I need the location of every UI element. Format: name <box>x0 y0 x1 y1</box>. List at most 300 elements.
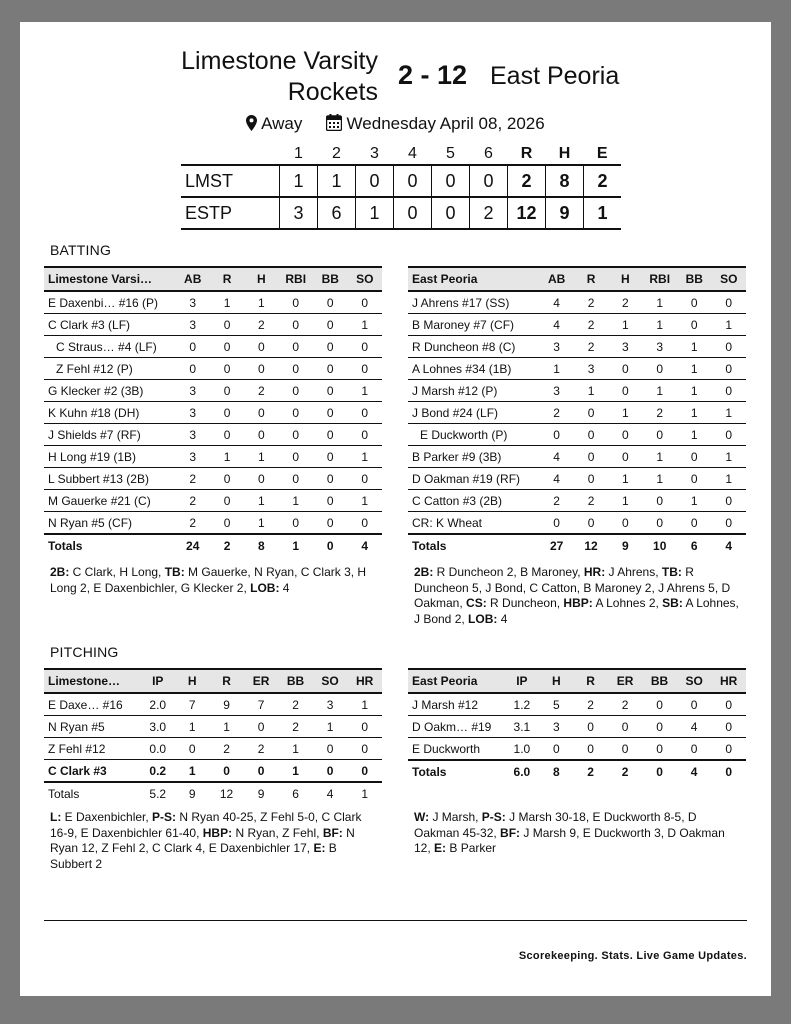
stat-cell: 0 <box>210 314 244 336</box>
note-text: A Lohnes, J Bond 2, <box>414 596 739 626</box>
player-name: E Duckworth <box>408 738 505 761</box>
player-name: M Gauerke #21 (C) <box>44 490 175 512</box>
player-name: K Kuhn #18 (DH) <box>44 402 175 424</box>
inning-score: 0 <box>394 165 432 197</box>
stat-column-header: HR <box>711 669 746 693</box>
team-column-header: East Peoria <box>408 267 539 291</box>
stat-cell: 0 <box>347 336 382 358</box>
stat-cell: 3 <box>313 693 348 716</box>
player-row <box>408 402 746 424</box>
stat-cell: 1 <box>711 468 746 490</box>
inning-header: 2 <box>332 145 341 162</box>
stat-column-header: R <box>573 669 607 693</box>
player-row <box>44 314 382 336</box>
stat-cell: 0 <box>677 512 711 535</box>
totals-cell: 10 <box>642 534 677 557</box>
player-name: J Ahrens #17 (SS) <box>408 291 539 314</box>
totals-cell: 4 <box>677 760 712 783</box>
stat-cell: 1 <box>210 446 244 468</box>
stat-cell: 0 <box>711 716 746 738</box>
stat-cell: 1 <box>175 716 209 738</box>
note-label: HBP: <box>202 825 233 840</box>
totals-cell: 12 <box>219 787 234 801</box>
player-row <box>44 446 382 468</box>
stat-cell: 0 <box>244 760 279 783</box>
stat-cell: 1 <box>677 402 711 424</box>
scorebook-page <box>20 22 771 996</box>
stat-cell: 0 <box>313 314 347 336</box>
stat-cell: 0 <box>677 446 711 468</box>
player-name: N Ryan #5 (CF) <box>44 512 175 535</box>
stat-cell: 0 <box>313 402 347 424</box>
stat-cell: 0 <box>313 424 347 446</box>
stat-cell: 0 <box>244 358 278 380</box>
totals-cell: 0 <box>711 760 746 783</box>
stat-cell: 0 <box>539 738 573 761</box>
stat-cell: 0 <box>711 291 746 314</box>
stat-cell: 3 <box>608 336 642 358</box>
note-text: R Duncheon 2, B Maroney, <box>433 565 584 579</box>
stat-cell: 0 <box>642 716 677 738</box>
stat-cell: 1 <box>244 512 278 535</box>
player-name: CR: K Wheat <box>408 512 539 535</box>
stat-column-header: R <box>210 267 244 291</box>
note-text: N Ryan 40-25, Z Fehl 5-0, C Clark 16-9, E Daxenbichler 61-40, <box>50 810 362 840</box>
stat-cell: 1 <box>642 380 677 402</box>
inning-score: 0 <box>394 197 432 229</box>
stat-cell: 0 <box>313 468 347 490</box>
home-team-line1: Limestone Varsity <box>181 47 378 75</box>
player-row <box>408 512 746 535</box>
totals-cell: 2 <box>573 760 607 783</box>
stat-cell: 0 <box>711 358 746 380</box>
note-label: HR: <box>583 565 606 579</box>
stat-cell: 0 <box>347 716 382 738</box>
stat-cell: 0 <box>244 336 278 358</box>
stat-cell: 0 <box>278 314 313 336</box>
stat-cell: 4 <box>539 291 573 314</box>
away-team-name: East Peoria <box>490 62 620 90</box>
stat-cell: 0 <box>711 738 746 761</box>
stat-cell: 0 <box>608 738 643 761</box>
stat-column-header: R <box>209 669 243 693</box>
note-text: M Gauerke, N Ryan, C Clark 3, H Long 2, E Daxenbichler, G Klecker 2, <box>50 565 367 595</box>
stat-cell: 4 <box>539 446 573 468</box>
stat-cell: 3 <box>175 424 209 446</box>
note-label: TB: <box>661 565 682 579</box>
stat-cell: 0.2 <box>141 760 176 783</box>
stat-cell: 3 <box>175 402 209 424</box>
hits-total: 8 <box>546 165 584 197</box>
stat-column-header: SO <box>677 669 712 693</box>
stat-cell: 1 <box>347 314 382 336</box>
stat-cell: 0 <box>539 424 573 446</box>
player-name: E Daxenbi… #16 (P) <box>44 291 175 314</box>
stat-cell: 0 <box>711 336 746 358</box>
stat-cell: 0 <box>278 358 313 380</box>
note-text: E Daxenbichler, <box>61 810 153 824</box>
stat-cell: 0 <box>347 512 382 535</box>
stat-cell: 4 <box>677 716 712 738</box>
stat-column-header: HR <box>347 669 382 693</box>
stat-cell: 0 <box>175 358 209 380</box>
stat-cell: 0 <box>313 291 347 314</box>
player-name: Z Fehl #12 <box>44 738 141 760</box>
stat-cell: 1 <box>642 446 677 468</box>
stat-cell: 0 <box>608 716 643 738</box>
stat-cell: 1 <box>347 380 382 402</box>
stat-cell: 1 <box>347 490 382 512</box>
stat-cell: 3 <box>574 358 608 380</box>
stat-cell: 0 <box>608 358 642 380</box>
stat-cell: 0 <box>347 760 382 783</box>
stat-cell: 0 <box>244 468 278 490</box>
stat-cell: 0 <box>175 336 209 358</box>
stat-cell: 0 <box>210 490 244 512</box>
player-row <box>408 693 746 716</box>
hits-header: H <box>558 145 571 162</box>
note-text: J Ahrens, <box>605 565 662 579</box>
stat-column-header: H <box>175 669 209 693</box>
errors-total: 1 <box>597 202 608 223</box>
stat-column-header: AB <box>175 267 209 291</box>
totals-cell: 0 <box>642 760 677 783</box>
totals-cell: 9 <box>257 787 265 801</box>
note-text: J Marsh 30-18, E Duckworth 8-5, D Oakman 45-32, <box>414 810 697 840</box>
stat-cell: 3 <box>175 446 209 468</box>
home-team-name <box>138 46 378 108</box>
runs-header: R <box>520 145 533 162</box>
stat-cell: 0 <box>677 693 712 716</box>
player-name: H Long #19 (1B) <box>44 446 175 468</box>
inning-header: 6 <box>484 145 493 162</box>
totals-cell: 2 <box>210 534 244 557</box>
player-name: N Ryan #5 <box>44 716 141 738</box>
player-row <box>44 468 382 490</box>
stat-cell: 1 <box>642 314 677 336</box>
stat-cell: 2 <box>539 490 573 512</box>
team-abbrev: ESTP <box>181 197 280 229</box>
location-pin-icon <box>246 115 257 136</box>
stat-column-header: H <box>244 267 278 291</box>
stat-cell: 1 <box>347 446 382 468</box>
stat-cell: 1 <box>244 490 278 512</box>
inning-header: 1 <box>294 145 303 162</box>
stat-cell: 0 <box>210 358 244 380</box>
stat-cell: 0 <box>574 468 608 490</box>
note-label: CS: <box>466 596 487 610</box>
footer-divider <box>44 920 747 921</box>
stat-cell: 0 <box>278 402 313 424</box>
home-batting-notes <box>50 565 380 596</box>
inning-score: 1 <box>280 165 318 197</box>
stat-cell: 1 <box>574 380 608 402</box>
stat-cell: 2 <box>608 693 643 716</box>
game-header <box>20 46 771 116</box>
stat-cell: 0 <box>244 402 278 424</box>
player-name: D Oakman #19 (RF) <box>408 468 539 490</box>
stat-cell: 9 <box>209 693 243 716</box>
stat-cell: 2 <box>573 693 607 716</box>
stat-cell: 3 <box>175 291 209 314</box>
player-row <box>44 716 382 738</box>
inning-header: 5 <box>446 145 455 162</box>
home-batting-table <box>44 266 382 557</box>
stat-cell: 7 <box>244 693 279 716</box>
stat-cell: 0 <box>677 291 711 314</box>
inning-score: 0 <box>356 165 394 197</box>
note-text: 4 <box>497 611 508 626</box>
footer-tagline: Scorekeeping. Stats. Live Game Updates. <box>518 950 747 962</box>
inning-score: 6 <box>318 197 356 229</box>
team-column-header: East Peoria <box>408 669 505 693</box>
stat-cell: 0 <box>278 291 313 314</box>
note-label: E: <box>313 841 326 855</box>
stat-cell: 0 <box>677 314 711 336</box>
totals-row <box>44 534 382 557</box>
stat-cell: 1 <box>711 446 746 468</box>
stat-cell: 0 <box>574 446 608 468</box>
stat-cell: 0 <box>608 446 642 468</box>
totals-label: Totals <box>408 534 539 557</box>
totals-cell: 4 <box>347 534 382 557</box>
player-row <box>408 336 746 358</box>
player-row <box>44 424 382 446</box>
team-column-header: Limestone Varsi… <box>44 267 175 291</box>
totals-cell: 1 <box>361 787 369 801</box>
player-row <box>44 490 382 512</box>
stat-cell: 2 <box>574 291 608 314</box>
note-text: J Marsh, <box>429 810 482 824</box>
totals-cell: 6 <box>292 787 299 801</box>
stat-cell: 0 <box>347 424 382 446</box>
stat-cell: 1 <box>677 380 711 402</box>
note-label: 2B: <box>50 565 70 579</box>
totals-row <box>44 782 382 805</box>
stat-cell: 0 <box>313 358 347 380</box>
totals-cell: 5.2 <box>149 787 167 801</box>
note-text: N Ryan 12, Z Fehl 2, C Clark 4, E Daxenbichler 17, <box>50 825 355 855</box>
stat-cell: 1 <box>175 760 209 783</box>
stat-cell: 0 <box>347 402 382 424</box>
pitching-title: PITCHING <box>50 644 119 660</box>
inning-score: 1 <box>318 165 356 197</box>
stat-cell: 2 <box>642 402 677 424</box>
inning-score: 0 <box>432 165 470 197</box>
stat-cell: 0 <box>711 380 746 402</box>
home-team-line2: Rockets <box>287 78 378 106</box>
player-row <box>408 424 746 446</box>
stat-cell: 1.0 <box>505 738 540 761</box>
totals-cell: 4 <box>711 534 746 557</box>
player-name: C Clark #3 <box>44 760 141 783</box>
stat-cell: 1 <box>677 336 711 358</box>
player-row <box>408 314 746 336</box>
player-name: J Bond #24 (LF) <box>408 402 539 424</box>
stat-cell: 7 <box>175 693 209 716</box>
stat-column-header: SO <box>347 267 382 291</box>
stat-cell: 1 <box>278 738 313 760</box>
note-text: R Duncheon, <box>486 596 564 610</box>
stat-cell: 2.0 <box>141 693 176 716</box>
note-label: SB: <box>662 596 683 610</box>
totals-cell: 9 <box>188 787 196 801</box>
player-row <box>408 291 746 314</box>
note-label: 2B: <box>414 565 434 579</box>
stat-cell: 0 <box>608 424 642 446</box>
stat-cell: 3.0 <box>141 716 176 738</box>
final-score: 2 - 12 <box>398 60 468 90</box>
errors-total: 2 <box>597 170 608 191</box>
runs-total: 2 <box>508 165 546 197</box>
stat-cell: 0 <box>642 424 677 446</box>
stat-cell: 0 <box>642 738 677 761</box>
stat-cell: 1 <box>677 490 711 512</box>
calendar-icon <box>326 114 342 136</box>
note-label: BF: <box>322 825 343 840</box>
stat-cell: 1 <box>608 490 642 512</box>
totals-cell: 12 <box>574 534 608 557</box>
totals-label: Totals <box>44 534 175 557</box>
player-row <box>44 380 382 402</box>
stat-cell: 0 <box>210 402 244 424</box>
stat-cell: 1 <box>313 716 348 738</box>
hits-total: 9 <box>546 197 584 229</box>
note-text: A Lohnes 2, <box>592 596 663 610</box>
note-label: L: <box>50 810 62 824</box>
player-row <box>44 512 382 535</box>
stat-cell: 3 <box>642 336 677 358</box>
stat-cell: 2 <box>244 314 278 336</box>
location-text: Away <box>261 114 303 133</box>
totals-label: Totals <box>48 787 80 801</box>
stat-cell: 2 <box>244 738 279 760</box>
stat-cell: 0 <box>210 424 244 446</box>
player-row <box>408 490 746 512</box>
away-pitching-table <box>408 668 746 783</box>
player-row <box>408 716 746 738</box>
note-text: B Subbert 2 <box>50 841 337 871</box>
stat-cell: 1 <box>278 490 313 512</box>
totals-cell: 8 <box>244 534 278 557</box>
stat-cell: 0 <box>175 738 209 760</box>
note-text: 4 <box>279 580 290 595</box>
stat-cell: 1 <box>642 468 677 490</box>
player-name: D Oakm… #19 <box>408 716 505 738</box>
stat-cell: 0 <box>711 693 746 716</box>
home-pitching-table <box>44 668 382 805</box>
stat-cell: 1 <box>244 446 278 468</box>
stat-cell: 0 <box>347 468 382 490</box>
stat-cell: 0 <box>711 424 746 446</box>
stat-cell: 0 <box>642 693 677 716</box>
stat-cell: 0.0 <box>141 738 176 760</box>
totals-label: Totals <box>408 760 505 783</box>
stat-cell: 1 <box>711 314 746 336</box>
runs-total: 12 <box>508 197 546 229</box>
stat-cell: 2 <box>278 716 313 738</box>
note-label: P-S: <box>152 810 177 824</box>
player-name: R Duncheon #8 (C) <box>408 336 539 358</box>
stat-cell: 4 <box>539 314 573 336</box>
note-text: J Marsh 9, E Duckworth 3, D Oakman 12, <box>414 825 725 855</box>
player-name: B Parker #9 (3B) <box>408 446 539 468</box>
inning-header: 3 <box>370 145 379 162</box>
stat-cell: 3 <box>539 336 573 358</box>
totals-cell: 0 <box>313 534 347 557</box>
stat-cell: 2 <box>175 468 209 490</box>
stat-column-header: BB <box>313 267 347 291</box>
linescore-row <box>181 165 621 197</box>
stat-cell: 1 <box>347 693 382 716</box>
player-name: A Lohnes #34 (1B) <box>408 358 539 380</box>
stat-cell: 3 <box>175 314 209 336</box>
stat-cell: 1 <box>209 716 243 738</box>
stat-cell: 0 <box>711 512 746 535</box>
stat-column-header: AB <box>539 267 573 291</box>
stat-cell: 0 <box>313 446 347 468</box>
stat-cell: 0 <box>539 512 573 535</box>
note-label: E: <box>434 841 447 855</box>
inning-score: 0 <box>470 165 508 197</box>
linescore-table <box>181 144 621 230</box>
stat-cell: 0 <box>313 380 347 402</box>
inning-score: 2 <box>470 197 508 229</box>
away-batting-table <box>408 266 746 557</box>
stat-column-header: IP <box>505 669 540 693</box>
stat-cell: 0 <box>244 424 278 446</box>
player-row <box>44 760 382 783</box>
stat-cell: 1.2 <box>505 693 540 716</box>
stat-cell: 0 <box>210 380 244 402</box>
team-abbrev: LMST <box>181 165 280 197</box>
stat-cell: 0 <box>244 716 279 738</box>
stat-cell: 0 <box>608 380 642 402</box>
stat-cell: 0 <box>278 446 313 468</box>
stat-cell: 5 <box>539 693 573 716</box>
stat-cell: 1 <box>278 760 313 783</box>
note-label: BF: <box>500 825 521 840</box>
player-row <box>44 738 382 760</box>
player-row <box>44 291 382 314</box>
stat-cell: 0 <box>574 424 608 446</box>
player-name: C Clark #3 (LF) <box>44 314 175 336</box>
stat-cell: 0 <box>210 468 244 490</box>
stat-cell: 2 <box>244 380 278 402</box>
stat-cell: 1 <box>608 468 642 490</box>
stat-cell: 1 <box>677 424 711 446</box>
stat-cell: 0 <box>642 358 677 380</box>
stat-cell: 2 <box>574 314 608 336</box>
stat-cell: 0 <box>210 336 244 358</box>
stat-cell: 1 <box>608 314 642 336</box>
stat-cell: 1 <box>210 291 244 314</box>
stat-cell: 0 <box>313 490 347 512</box>
game-meta <box>20 114 771 136</box>
totals-cell: 24 <box>175 534 209 557</box>
player-name: E Duckworth (P) <box>408 424 539 446</box>
stat-cell: 1 <box>711 402 746 424</box>
stat-cell: 4 <box>539 468 573 490</box>
player-row <box>44 358 382 380</box>
linescore-row <box>181 197 621 229</box>
stat-cell: 0 <box>347 291 382 314</box>
note-label: P-S: <box>481 810 506 824</box>
stat-cell: 3.1 <box>505 716 540 738</box>
totals-cell: 1 <box>278 534 313 557</box>
stat-cell: 1 <box>244 291 278 314</box>
totals-cell: 6 <box>677 534 711 557</box>
